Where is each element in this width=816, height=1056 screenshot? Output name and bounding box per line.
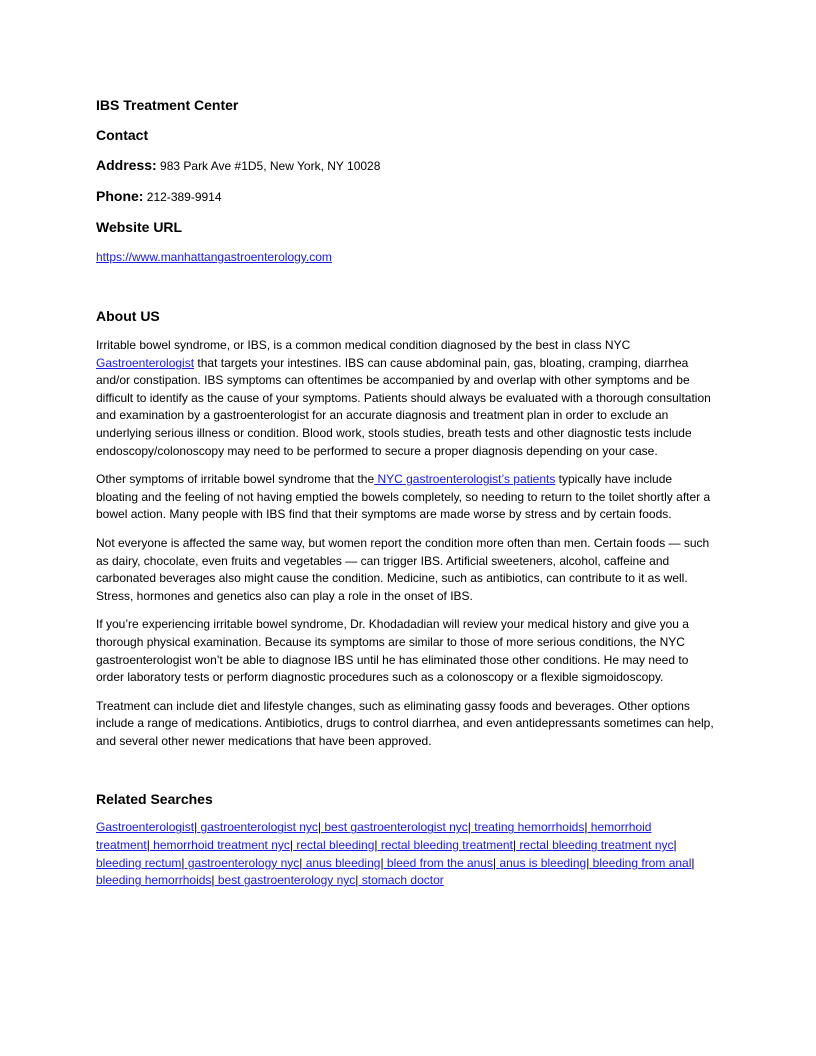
link-separator: | bbox=[673, 838, 677, 853]
about-p1-text-b: that targets your intestines. IBS can cause abdominal pain, gas, bloating, cramping, diarrhea and/or constipation. IBS symptoms can oftentimes be accompanied by and overlap with other symptoms and be difficult to identify as the cause of your symptoms. Patients should always be evaluated with a thorough consultation and examination by a gastroenterologist for an accurate diagnosis and treatment plan in order to exclude an underlying serious illness or condition. Blood work, stools studies, breath tests and other diagnostic tests include endoscopy/colonoscopy may need to be performed to secure a proper diagnosis depending on your case. bbox=[96, 355, 711, 458]
link-separator: | bbox=[289, 838, 294, 853]
about-p1-text-a: Irritable bowel syndrome, or IBS, is a common medical condition diagnosed by the best in class NYC bbox=[96, 338, 631, 352]
related-search-link[interactable]: rectal bleeding treatment nyc bbox=[516, 838, 674, 853]
link-separator: | bbox=[211, 873, 215, 888]
contact-heading: Contact bbox=[96, 127, 149, 143]
document-title: IBS Treatment Center bbox=[96, 97, 239, 113]
link-separator: | bbox=[584, 820, 588, 835]
related-search-link[interactable]: bleeding hemorrhoids bbox=[96, 873, 212, 888]
about-paragraph-5: Treatment can include diet and lifestyle changes, such as eliminating gassy foods and beverages. Other options include a range of medications. Antibiotics, drugs to control diarrhea, and even antidepressants sometimes can help, and several other newer medications that have been approved. bbox=[96, 698, 714, 748]
link-separator: | bbox=[512, 838, 517, 853]
related-search-link[interactable]: treating hemorrhoids bbox=[470, 820, 585, 835]
link-separator: | bbox=[299, 855, 303, 870]
related-searches-heading: Related Searches bbox=[96, 791, 213, 808]
about-paragraph-1 bbox=[96, 337, 714, 460]
related-search-link[interactable]: gastroenterology nyc bbox=[184, 855, 300, 870]
link-separator: | bbox=[374, 838, 378, 853]
related-search-link[interactable]: gastroenterologist nyc bbox=[197, 820, 318, 835]
about-paragraph-4: If you’re experiencing irritable bowel syndrome, Dr. Khodadadian will review your medical history and give you a thorough physical examination. Because its symptoms are similar to those of more serious conditions, the NYC gastroenterologist won’t be able to diagnose IBS until he has eliminated those other conditions. He may need to order laboratory tests or perform diagnostic procedures such as a colonoscopy or a flexible sigmoidoscopy. bbox=[96, 617, 689, 685]
link-separator: | bbox=[691, 855, 695, 870]
phone-line bbox=[96, 187, 720, 206]
link-separator: | bbox=[146, 838, 150, 853]
link-separator: | bbox=[355, 873, 359, 888]
address-value: 983 Park Ave #1D5, New York, NY 10028 bbox=[160, 159, 381, 173]
website-link[interactable]: https://www.manhattangastroenterology.com bbox=[96, 250, 332, 264]
website-line bbox=[96, 248, 720, 266]
related-search-link[interactable]: rectal bleeding bbox=[293, 838, 375, 853]
related-search-link[interactable]: best gastroenterology nyc bbox=[214, 873, 356, 888]
phone-label: Phone: bbox=[96, 188, 144, 204]
about-p2-text-b: typically have include bloating and the feeling of not having emptied the bowels completely, so needing to return to the toilet shortly after a bowel action. Many people with IBS find that their symptoms are made worse by stress and by certain foods. bbox=[96, 472, 711, 522]
gastroenterologist-link[interactable]: Gastroenterologist bbox=[96, 355, 195, 370]
about-paragraph-2 bbox=[96, 471, 714, 524]
link-separator: | bbox=[586, 855, 590, 870]
about-p2-text-a: Other symptoms of irritable bowel syndrome that the bbox=[96, 472, 375, 487]
link-separator: | bbox=[181, 855, 185, 870]
related-searches-list bbox=[96, 819, 708, 889]
related-search-link[interactable]: bleeding rectum bbox=[96, 855, 182, 870]
related-search-link[interactable]: best gastroenterologist nyc bbox=[321, 820, 468, 835]
nyc-patients-link[interactable]: NYC gastroenterologist’s patients bbox=[374, 472, 556, 487]
link-separator: | bbox=[317, 820, 322, 835]
related-search-link[interactable]: hemorrhoid treatment nyc bbox=[149, 838, 290, 853]
link-separator: | bbox=[380, 855, 384, 870]
phone-value: 212-389-9914 bbox=[146, 190, 222, 204]
link-separator: | bbox=[194, 820, 198, 835]
related-search-link[interactable]: rectal bleeding treatment bbox=[377, 838, 513, 853]
link-separator: | bbox=[492, 855, 497, 870]
link-separator: | bbox=[467, 820, 471, 835]
address-line bbox=[96, 156, 720, 175]
related-search-link[interactable]: bleeding from anal bbox=[589, 855, 692, 870]
related-search-link[interactable]: anus bleeding bbox=[302, 855, 381, 870]
related-search-link[interactable]: anus is bleeding bbox=[496, 855, 587, 870]
address-label: Address: bbox=[96, 157, 157, 173]
about-heading: About US bbox=[96, 308, 160, 324]
related-search-link[interactable]: bleed from the anus bbox=[383, 855, 493, 870]
related-search-link[interactable]: hemorrhoid treatment bbox=[96, 820, 652, 853]
website-heading: Website URL bbox=[96, 219, 183, 235]
related-search-link[interactable]: Gastroenterologist bbox=[96, 820, 195, 835]
about-paragraph-3: Not everyone is affected the same way, but women report the condition more often than men. Certain foods — such as dairy, chocolate, even fruits and vegetables — can trigger IBS. Artificial sweeteners, alcohol, caffeine and carbonated beverages also might cause the condition. Medicine, such as antibiotics, can contribute to it as well. Stress, hormones and genetics also can play a role in the onset of IBS. bbox=[96, 535, 710, 603]
related-search-link[interactable]: stomach doctor bbox=[358, 873, 444, 888]
